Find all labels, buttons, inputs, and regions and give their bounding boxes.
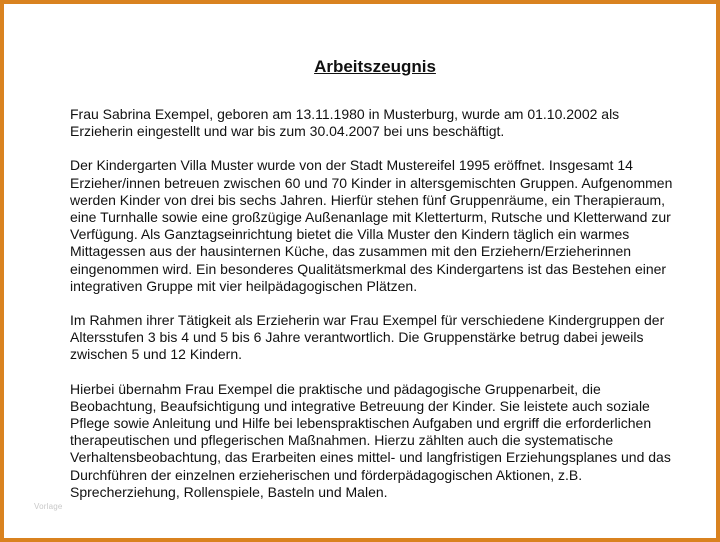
document-title: Arbeitszeugnis [314, 57, 436, 76]
paragraph-kindergarten: Der Kindergarten Villa Muster wurde von der Stadt Mustereifel 1995 eröffnet. Insgesamt 14 Erzieher/innen betreuen zwischen 60 und 70 Kinder in altersgemischten Gruppen. Aufgenommen werden Kinder von drei bis sechs Jahren. Hierfür stehen fünf Gruppenräume, ein Therapieraum, eine Turnhalle sowie eine großzügige Außenanlage mit Kletterturm, Rutsche und Kletterwand zur Verfügung. Als Ganztagseinrichtung bietet die Villa Muster den Kindern täglich ein warmes Mittagessen aus der hausinternen Küche, das zusammen mit den Erziehern/Erzieherinnen eingenommen wird. Ein besonderes Qualitätsmerkmal des Kindergartens ist das Bestehen einer integrativen Gruppe mit vier heilpädagogischen Plätzen. [70, 157, 673, 294]
watermark-text: Vorlage [34, 502, 63, 511]
paragraph-responsibility: Im Rahmen ihrer Tätigkeit als Erzieherin war Frau Exempel für verschiedene Kindergruppen der Altersstufen 3 bis 4 und 5 bis 6 Jahre verantwortlich. Die Gruppenstärke betrug dabei jeweils zwischen 5 und 12 Kindern. [70, 312, 665, 363]
document-page [70, 14, 680, 518]
paragraph-intro: Frau Sabrina Exempel, geboren am 13.11.1980 in Musterburg, wurde am 01.10.2002 als Erzieherin eingestellt und war bis zum 30.04.2007 bei uns beschäftigt. [70, 106, 620, 140]
paragraph-tasks: Hierbei übernahm Frau Exempel die praktische und pädagogische Gruppenarbeit, die Beobachtung, Beaufsichtigung und integrative Betreuung der Kinder. Sie leistete auch soziale Pflege sowie Anleitung und Hilfe bei lebenspraktischen Aufgaben und ergriff die erforderlichen therapeutischen und pflegerischen Maßnahmen. Hierzu zählten auch die systematische Verhaltensbeobachtung, das Erarbeiten eines mittel- und langfristigen Erziehungsplanes und das Durchführen der einzelnen erzieherischen und förderpädagogischen Aktionen, z.B. Sprecherziehung, Rollenspiele, Basteln und Malen. [70, 380, 671, 500]
